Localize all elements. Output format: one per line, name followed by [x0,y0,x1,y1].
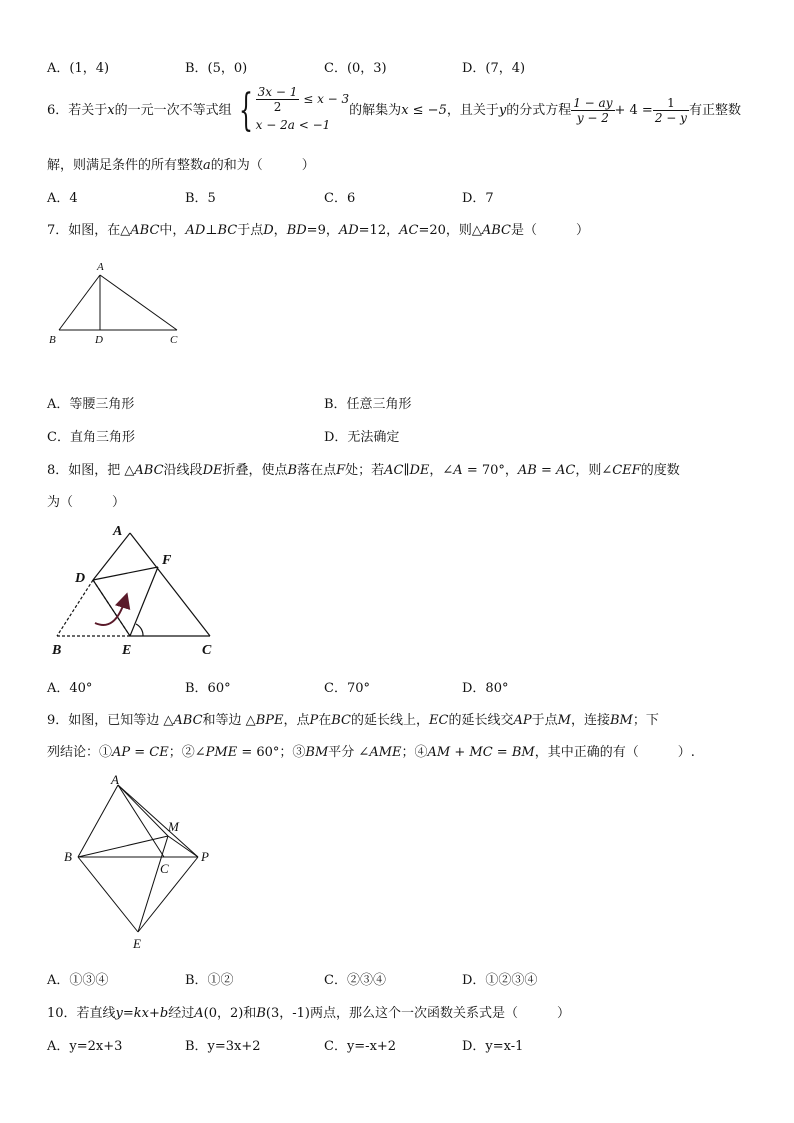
q8-option-a[interactable]: A．40° [47,681,93,696]
q6-option-d[interactable]: D．7 [462,191,494,206]
q9-stem-line2: 列结论：①AP = CE；②∠PME = 60°；③BM平分 ∠AME；④AM + MC = BM，其中正确的有（ ）. [47,745,695,760]
q8-option-d[interactable]: D．80° [462,681,509,696]
q5-option-d[interactable]: D．(7，4) [462,61,526,76]
segment-mp [168,836,198,857]
inequality-system: $\frac{3x - 1}{2}$ ≤ x − 3 x − 2a < −1 [255,85,350,132]
q6-option-b[interactable]: B．5 [185,191,216,206]
segment-ab-dashed [57,580,93,636]
q9-option-c[interactable]: C．②③④ [324,973,386,988]
q6-option-c[interactable]: C．6 [324,191,356,206]
label-e: E [133,936,141,951]
segment-em [138,836,168,932]
q8-stem-line2: 为（ ） [47,495,126,510]
q8-stem: 8．如图，把 △ABC沿线段DE折叠，使点B落在点F处；若AC∥DE，∠A = 70°，AB = AC，则∠CEF的度数 [47,463,680,478]
label-a: A [97,261,104,273]
fraction-2: $\frac{1}{2 - y}$ [654,96,687,125]
segment-ab-upper [93,533,130,580]
q7-figure [40,255,200,355]
q10-option-c[interactable]: C．y=-x+2 [324,1039,397,1054]
q10-stem: 10．若直线y=kx+b经过A(0，2)和B(3，-1)两点，那么这个一次函数关系式是（ ） [47,1006,570,1021]
segment-ef [130,567,158,636]
q9-option-a[interactable]: A．①③④ [47,973,109,988]
q9-figure [55,772,225,957]
label-b: B [49,334,56,346]
q7-option-b[interactable]: B．任意三角形 [324,397,412,412]
q5-option-a[interactable]: A．(1，4) [47,61,110,76]
label-e: E [122,643,132,658]
label-f: F [162,553,172,568]
segment-bm [78,836,168,857]
q10-option-a[interactable]: A．y=2x+3 [47,1039,123,1054]
q8-option-c[interactable]: C．70° [324,681,370,696]
segment-be [78,857,138,932]
q8-option-b[interactable]: B．60° [185,681,231,696]
system-brace: { [238,84,253,136]
segment-ac [130,533,210,636]
q7-option-a[interactable]: A．等腰三角形 [47,397,135,412]
q6-stem: 6．若关于x的一元一次不等式组 { $\frac{3x - 1}{2}$ ≤ x − 3 x − 2a < −1 的解集为x ≤ −5，且关于y的分式方程 $\frac{1 - ay}{y - 2}$ + 4 = $\frac{1}{2 - y}$ 有正整数 [47,84,741,136]
q8-figure [45,520,235,660]
label-c: C [170,334,178,346]
segment-de [93,580,130,636]
q10-option-d[interactable]: D．y=x-1 [462,1039,524,1054]
label-p: P [201,849,209,864]
label-a: A [111,772,119,787]
label-c: C [202,643,212,658]
label-a: A [113,524,123,539]
q5-option-b[interactable]: B．(5，0) [185,61,248,76]
segment-ab [59,275,100,330]
label-c: C [160,861,169,876]
segment-ap-lower [118,785,198,857]
q9-stem: 9．如图，已知等边 △ABC和等边 △BPE，点P在BC的延长线上，EC的延长线交AP于点M，连接BM；下 [47,713,659,728]
label-b: B [64,849,72,864]
q6-option-a[interactable]: A．4 [47,191,78,206]
q7-option-c[interactable]: C．直角三角形 [47,430,135,445]
segment-am [118,785,168,836]
segment-ab [78,785,118,857]
q7-stem: 7．如图，在△ABC中，AD⊥BC于点D，BD=9，AD=12，AC=20，则△ABC是（ ） [47,223,590,238]
q9-option-b[interactable]: B．①② [185,973,234,988]
segment-ac [100,275,177,330]
q10-option-b[interactable]: B．y=3x+2 [185,1039,261,1054]
fraction-1: $\frac{1 - ay}{y - 2}$ [573,96,613,125]
q9-option-d[interactable]: D．①②③④ [462,973,538,988]
label-d: D [95,334,103,346]
angle-mark-cef [136,624,143,636]
q7-option-d[interactable]: D．无法确定 [324,430,400,445]
label-d: D [75,571,86,586]
label-b: B [52,643,62,658]
segment-df [93,567,158,580]
q6-stem-line2: 解，则满足条件的所有整数a的和为（ ） [47,158,315,173]
q5-option-c[interactable]: C．(0，3) [324,61,387,76]
label-m: M [168,819,179,834]
